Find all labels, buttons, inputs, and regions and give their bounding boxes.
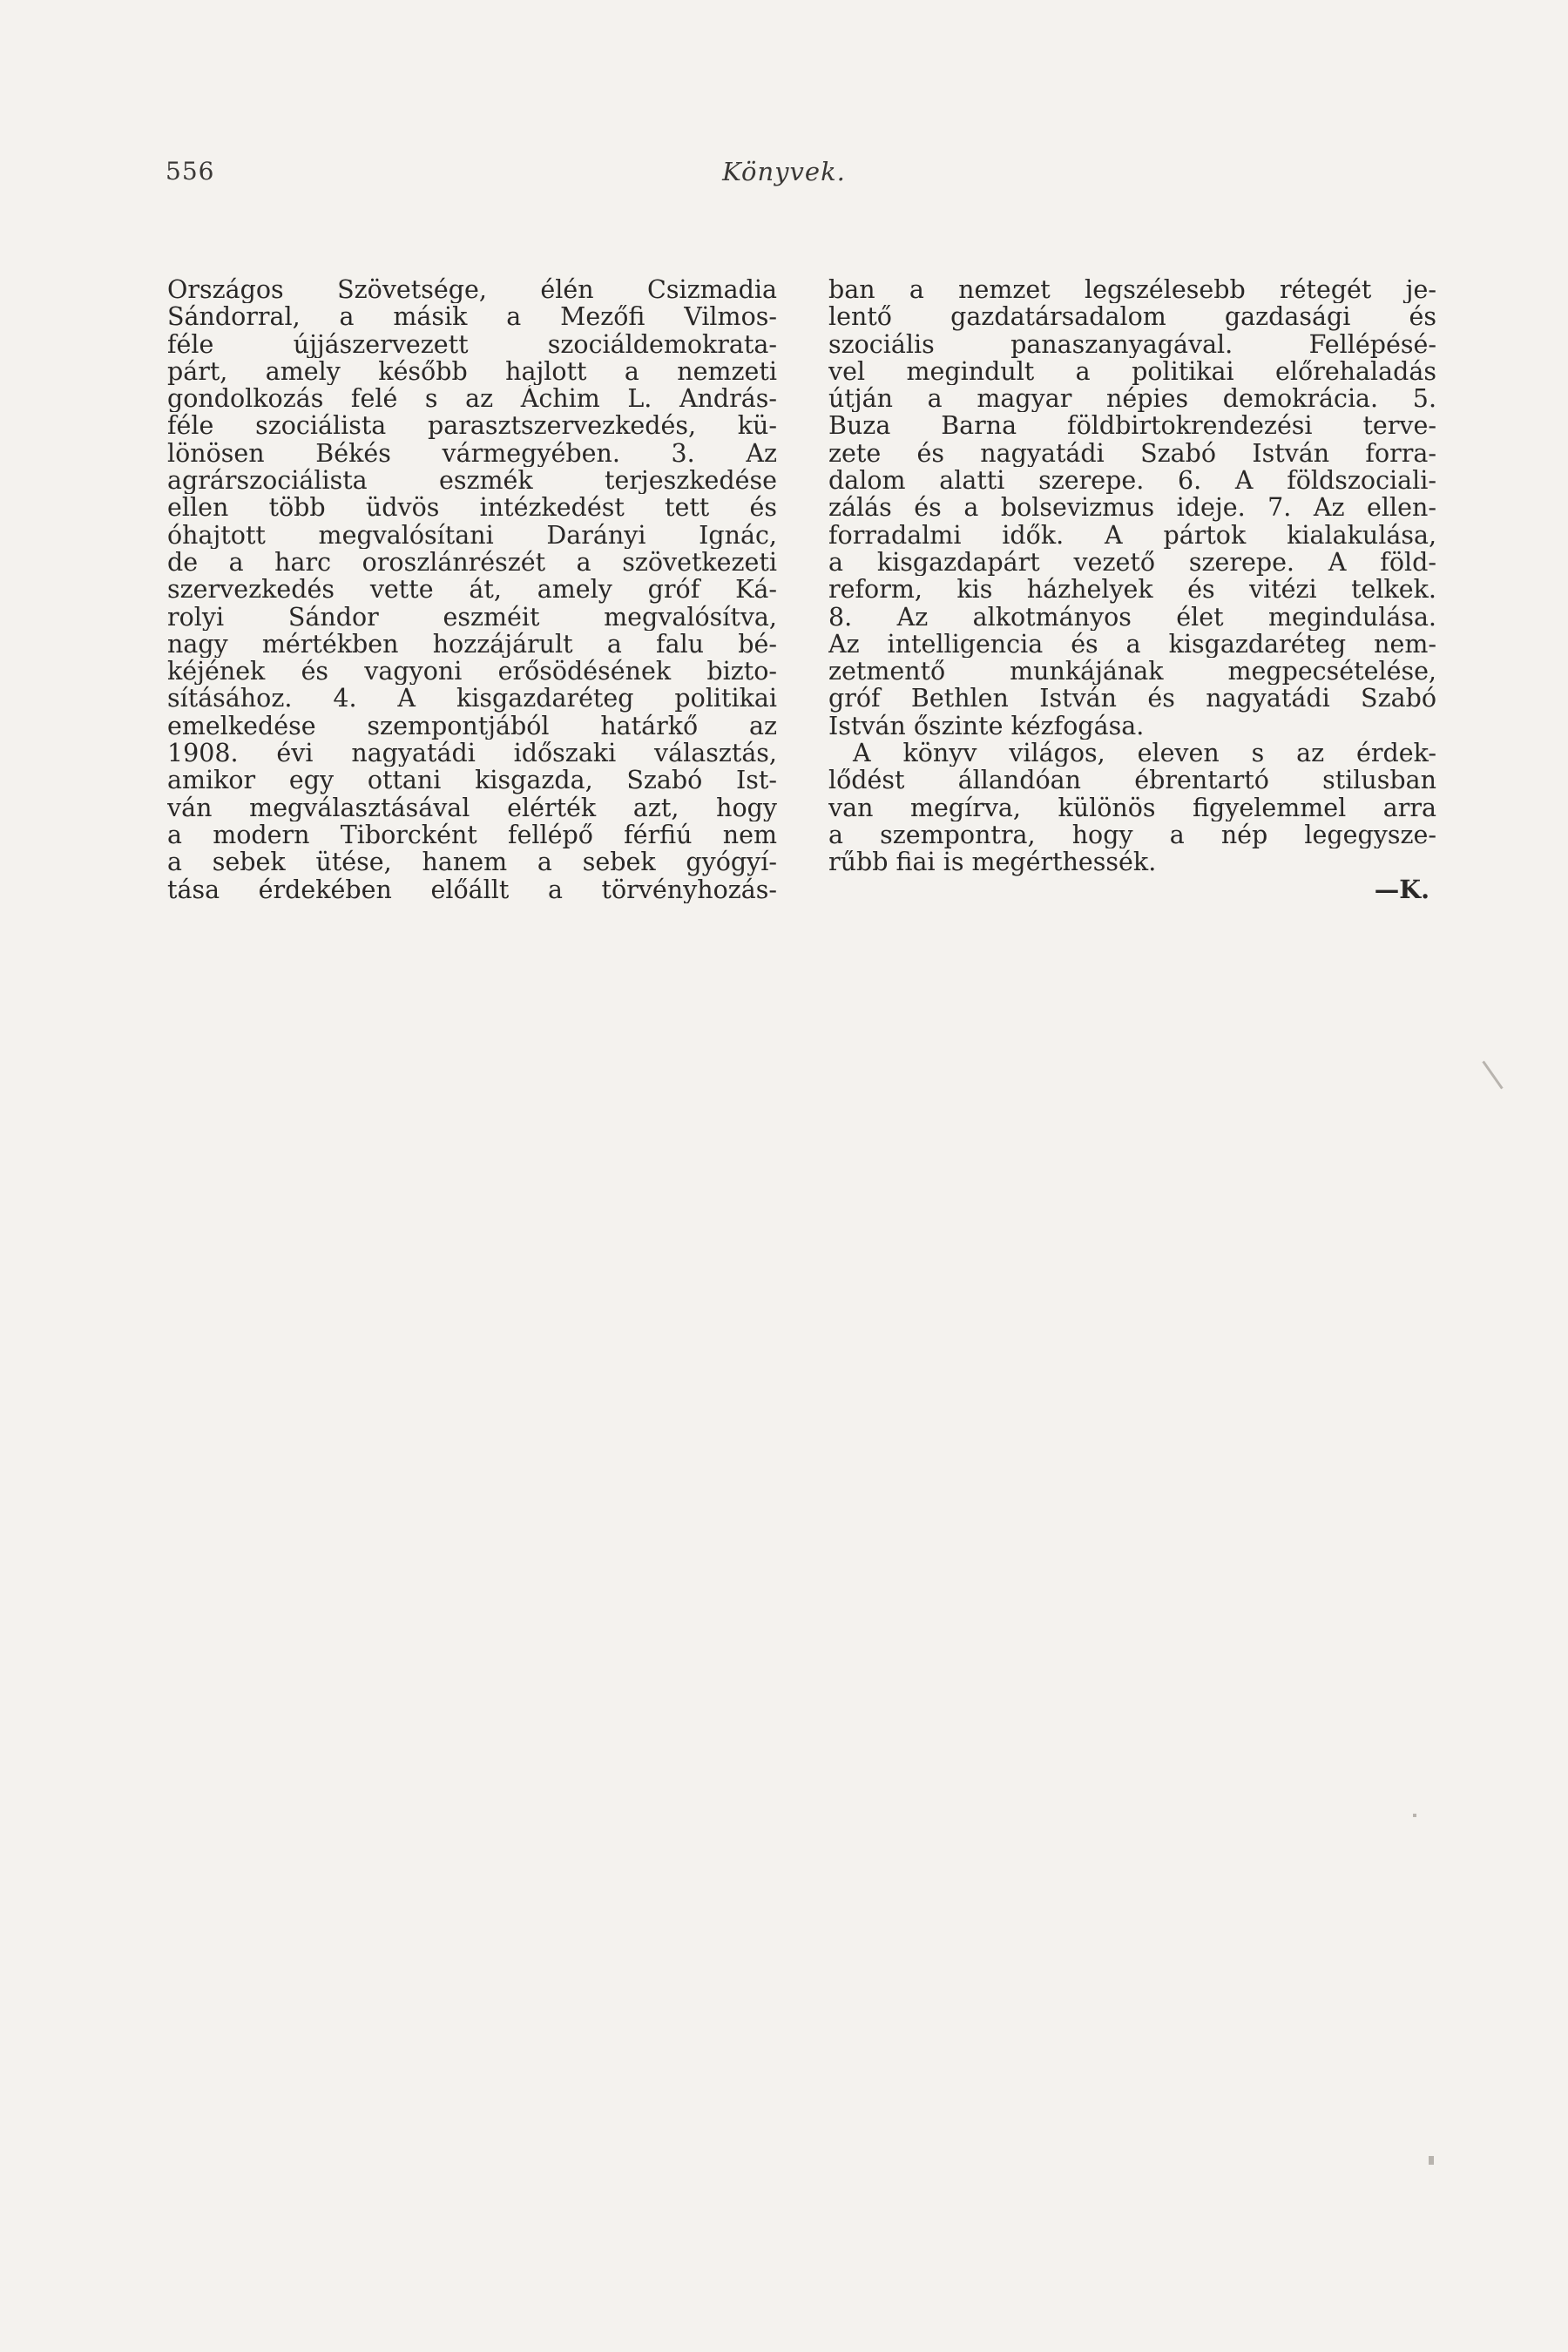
text-line: Az intelligencia és a kisgazdaréteg nem-	[828, 630, 1436, 659]
text-line: Országos Szövetsége, élén Csizmadia	[167, 276, 777, 304]
text-line: István őszinte kézfogása.	[828, 712, 1145, 740]
text-line: 8. Az alkotmányos élet megindulása.	[828, 603, 1436, 631]
text-line: a szempontra, hogy a nép legegysze-	[828, 821, 1436, 849]
text-line: van megírva, különös figyelemmel arra	[828, 794, 1436, 821]
left-text-column	[167, 276, 777, 903]
text-line: gróf Bethlen István és nagyatádi Szabó	[828, 685, 1436, 713]
text-line: zálás és a bolsevizmus ideje. 7. Az ellen-	[828, 494, 1436, 522]
text-line: vel megindult a politikai előrehaladás	[828, 357, 1436, 386]
text-line: Buza Barna földbirtokrendezési terve-	[828, 412, 1436, 440]
text-line: gondolkozás felé s az Áchim L. András-	[167, 385, 777, 413]
text-line: párt, amely később hajlott a nemzeti	[167, 357, 777, 386]
text-line: lönösen Békés vármegyében. 3. Az	[167, 439, 777, 468]
text-line: a kisgazdapárt vezető szerepe. A föld-	[828, 548, 1436, 577]
text-line: óhajtott megvalósítani Darányi Ignác,	[167, 521, 777, 549]
text-line: sításához. 4. A kisgazdaréteg politikai	[167, 685, 777, 713]
text-line: féle újjászervezett szociáldemokrata-	[167, 330, 777, 358]
text-line: rűbb fiai is megérthessék.	[828, 848, 1157, 876]
text-line: amikor egy ottani kisgazda, Szabó Ist-	[167, 767, 777, 794]
text-line: ván megválasztásával elérték azt, hogy	[167, 794, 777, 821]
text-line: forradalmi idők. A pártok kialakulása,	[828, 521, 1436, 549]
text-line: emelkedése szempontjából határkő az	[167, 712, 777, 740]
running-title: Könyvek.	[722, 157, 846, 186]
text-line: Sándorral, a másik a Mezőfi Vilmos-	[167, 303, 777, 331]
text-line: dalom alatti szerepe. 6. A földszociali-	[828, 467, 1436, 495]
text-line: lődést állandóan ébrentartó stilusban	[828, 767, 1436, 794]
text-line: útján a magyar népies demokrácia. 5.	[828, 385, 1436, 413]
text-line: zete és nagyatádi Szabó István forra-	[828, 439, 1436, 468]
text-line: zetmentő munkájának megpecsételése,	[828, 658, 1436, 686]
text-line: kéjének és vagyoni erősödésének bizto-	[167, 658, 777, 686]
text-line: a sebek ütése, hanem a sebek gyógyí-	[167, 848, 777, 876]
text-line: reform, kis házhelyek és vitézi telkek.	[828, 576, 1436, 604]
review-signature: —K.	[1374, 874, 1429, 904]
text-line: ellen több üdvös intézkedést tett és	[167, 494, 777, 522]
text-line: szociális panaszanyagával. Fellépésé-	[828, 330, 1436, 358]
right-text-column	[828, 276, 1436, 903]
paragraph-start-line: A könyv világos, eleven s az érdek-	[853, 740, 1436, 767]
text-line: rolyi Sándor eszméit megvalósítva,	[167, 603, 777, 631]
text-line: agrárszociálista eszmék terjeszkedése	[167, 467, 777, 495]
text-line: szervezkedés vette át, amely gróf Ká-	[167, 576, 777, 604]
text-line: a modern Tiborcként fellépő férfiú nem	[167, 821, 777, 849]
text-line: de a harc oroszlánrészét a szövetkezeti	[167, 548, 777, 577]
paper-speck	[1482, 1061, 1503, 1090]
paper-speck	[1413, 1814, 1416, 1817]
paper-speck	[1429, 2156, 1434, 2165]
text-line: ban a nemzet legszélesebb rétegét je-	[828, 276, 1436, 304]
text-line: 1908. évi nagyatádi időszaki választás,	[167, 740, 777, 767]
text-line: féle szociálista parasztszervezkedés, kü-	[167, 412, 777, 440]
text-line: nagy mértékben hozzájárult a falu bé-	[167, 630, 777, 659]
text-line: tása érdekében előállt a törvényhozás-	[167, 875, 777, 903]
page-number: 556	[166, 157, 215, 186]
text-line: lentő gazdatársadalom gazdasági és	[828, 303, 1436, 331]
